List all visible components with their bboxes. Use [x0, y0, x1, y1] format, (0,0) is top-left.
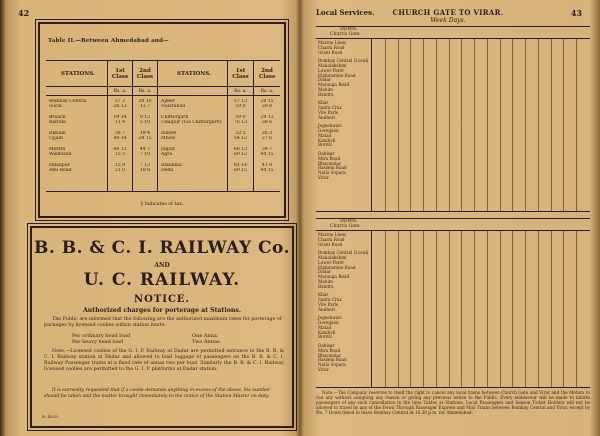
station-name: Mahim	[318, 278, 333, 284]
column-rule	[563, 231, 564, 387]
fare-amount: 38 7	[114, 131, 126, 136]
fare-amount: 57 13	[233, 99, 248, 104]
fare-amount: 13 7	[139, 104, 151, 110]
fare-table-body	[46, 96, 280, 192]
column-rule	[398, 231, 399, 387]
fare-station: Ratlam	[49, 131, 66, 136]
fare-column	[46, 96, 108, 192]
fare-group	[254, 99, 280, 109]
fare-station: Delhi	[161, 168, 174, 174]
fare-amount: 19 4	[139, 131, 151, 136]
fare-group	[161, 163, 227, 173]
fare-column	[108, 96, 133, 192]
station-name: Nalla Sopara	[318, 170, 346, 175]
fare-group	[228, 131, 253, 141]
fare-table-box	[38, 22, 286, 218]
station-name: Marine Lines	[318, 232, 347, 237]
fare-station: Chittorgarh	[161, 115, 189, 120]
fare-group	[254, 131, 280, 141]
fare-group	[254, 163, 280, 173]
fare-group	[49, 131, 107, 141]
unit-cell	[46, 87, 108, 95]
column-rule	[538, 39, 539, 211]
fare-amount: 11 4	[114, 120, 126, 126]
fare-station: Udaipur (Via Chittorgarh)	[161, 120, 222, 126]
fare-station: Ajmer	[161, 99, 176, 104]
fare-station: Agra	[161, 152, 173, 158]
fare-amount: 88 13	[113, 147, 127, 152]
station-name: Khar	[318, 292, 329, 298]
column-rule	[563, 39, 564, 211]
fare-group	[49, 147, 107, 157]
station-name: Khar	[318, 100, 329, 106]
fare-amount: 27 6	[261, 136, 273, 142]
fare-station: Abu Road	[49, 168, 72, 174]
station-name: Grant Road	[318, 49, 343, 55]
fare-amount: 10 8	[139, 168, 151, 174]
station-name: Santa Cruz	[318, 297, 342, 302]
station-name: Malad	[318, 132, 332, 138]
fare-amount: 59 0	[235, 115, 246, 120]
station-name: Matunga Road	[318, 274, 350, 279]
header-first-class-right: 1st Class	[228, 61, 254, 86]
station-name: Bombay Central (Local)	[318, 250, 369, 256]
timetable-footnote: Note.—The Company reserves to itself the right to cancel any local trains between Church Gate and Virar and the Motors to run any without assigning any reason or giving any previous notice to the Public. Every endeavour will be made to inform passengers of any such cancellation in the time Tables at Stations. Local Passengers and Season Ticket Holders will not be allowed to travel by any of the Down Through Passenger Express and Mail Trains between Bombay Central and Virar, except by No. 7 Down timed to leave Bombay Central at 10.30 p.m. for Ahmedabad.	[316, 390, 590, 415]
fare-amount: 52 5	[235, 131, 246, 136]
station-name: Virar	[318, 174, 329, 180]
column-rule	[576, 231, 577, 387]
column-rule	[500, 231, 501, 387]
direction-label: DOWN.	[340, 219, 358, 224]
station-name: Bombay Central (Local)	[318, 58, 369, 64]
fare-station: Bandikui	[161, 163, 182, 168]
fare-amount: 89 12	[233, 152, 248, 158]
column-rule	[500, 39, 501, 211]
station-name: Elphinstone Road	[318, 264, 356, 270]
fare-table-header	[46, 61, 280, 87]
station-name: Nalla Sopara	[318, 362, 346, 367]
fare-amount: 41 8	[261, 163, 273, 168]
fare-amount: 44 15	[260, 152, 274, 158]
station-name: Borivli	[318, 334, 332, 340]
notice-heading: NOTICE.	[133, 294, 191, 305]
station-name: Kandivli	[318, 137, 336, 143]
fare-group	[49, 115, 107, 125]
station-name: Lower Parel	[318, 67, 344, 73]
notice-company-2: U. C. RAILWAY.	[83, 270, 241, 290]
fare-group	[108, 99, 132, 109]
station-name: Dahisar	[318, 151, 335, 156]
fare-amount: 26 3	[261, 131, 273, 136]
fare-table-units	[46, 87, 280, 96]
station-name: Vile Parle	[318, 109, 339, 115]
notice-note: Note.—Licensed coolies of the G. I. P. Railway at Dadar are permitted entrance to the B. B. & C. I. Railway station at Dadar and allowed to load luggage of passengers on the B. B. & C. I. Railway Passenger trains at a fixed rate of annas two per load. Similarly the B. B. & C. I. Railway licensed coolies are permitted to the G. I. P. platforms at Dadar station.	[44, 349, 284, 372]
fare-amount: 59 0	[235, 104, 246, 110]
column-rule	[423, 39, 424, 211]
column-rule	[436, 231, 437, 387]
fare-amount: 29 8	[261, 104, 273, 110]
station-name: Bassein Road	[318, 357, 347, 363]
notice-code: B. 4025.	[42, 414, 59, 419]
fare-group	[108, 147, 132, 157]
station-name: Jogeshwari	[318, 315, 342, 321]
header-stations-left: STATIONS.	[46, 61, 108, 86]
column-rule	[410, 39, 411, 211]
column-rule	[423, 231, 424, 387]
timetable-body	[316, 39, 590, 211]
fare-column	[254, 96, 280, 192]
fare-amount: 28 10	[138, 99, 152, 104]
fare-station: Broach	[49, 115, 66, 120]
column-rule	[385, 231, 386, 387]
fare-amount: 44 7	[139, 147, 151, 152]
station-name: Elphinstone Road	[318, 72, 356, 78]
fare-group	[228, 147, 253, 157]
station-name: Mira Road	[318, 347, 341, 353]
fare-group	[133, 99, 157, 109]
column-rule	[512, 39, 513, 211]
station-name: Dadar	[318, 77, 332, 83]
station-name: Kandivli	[318, 329, 336, 335]
left-page	[6, 0, 298, 436]
fare-station: Wadhwan	[49, 152, 72, 158]
station-name: Goregaon	[318, 320, 339, 325]
rate-label: Per heavy head load	[72, 339, 124, 346]
fare-group	[228, 99, 253, 109]
station-name: Virar	[318, 366, 329, 372]
fare-group	[108, 163, 132, 173]
fare-column	[133, 96, 158, 192]
station-name: Vile Parle	[318, 301, 339, 307]
fare-group	[108, 131, 132, 141]
fare-amount: 7 10	[139, 152, 151, 158]
notice-request: It is earnestly requested that if a coolie demands anything in excess of the above, his number should be taken and the matter brought immediately to the notice of the Station Master on duty.	[44, 388, 271, 399]
fare-amount: 44 15	[260, 168, 274, 174]
origin-station: Church Gate	[330, 32, 360, 37]
column-rule	[551, 39, 552, 211]
fare-amount: 38 6	[261, 120, 273, 126]
timetable-upper	[316, 26, 590, 212]
notice-company: B. B. & C. I. RAILWAY Co.	[34, 238, 290, 258]
fare-station: Ujjain	[49, 136, 63, 142]
unit-cell	[158, 87, 228, 95]
fare-amount: 49 14	[113, 136, 127, 142]
column-rule	[461, 231, 462, 387]
station-name: Mahalakshmi	[318, 63, 347, 68]
fare-station: Indore	[161, 131, 177, 136]
fare-table	[46, 60, 280, 192]
right-page	[302, 0, 594, 436]
notice-and: AND	[154, 262, 170, 269]
header-second-class-left: 2nd Class	[133, 61, 158, 86]
rate-value: Two Annas.	[192, 339, 222, 346]
station-name: Andheri	[318, 114, 335, 120]
fare-amount: 76 13	[233, 120, 248, 126]
station-name: Bhayandar	[318, 352, 342, 358]
fare-column	[228, 96, 254, 192]
timetable-header	[316, 219, 590, 231]
unit-cell: Rs. a.	[108, 87, 133, 95]
column-rule	[525, 231, 526, 387]
fare-amount: 15 5	[114, 152, 126, 158]
unit-cell: Rs. a.	[260, 88, 274, 94]
station-name: Marine Lines	[318, 40, 347, 45]
column-rule	[436, 39, 437, 211]
column-rule	[512, 231, 513, 387]
rate-label: Per ordinary head load	[72, 333, 131, 339]
fare-table-title: Table II.—Between Ahmedabad and—	[48, 38, 169, 44]
station-name: Mahalakshmi	[318, 255, 347, 260]
fare-amount: 68 13	[233, 147, 248, 152]
station-name: Bassein Road	[318, 165, 347, 171]
column-rule	[474, 231, 475, 387]
station-column	[316, 39, 372, 211]
times-grid	[372, 231, 590, 387]
station-name: Malad	[318, 324, 332, 330]
column-rule	[487, 39, 488, 211]
fare-group	[133, 163, 157, 173]
fare-station: Baroda	[49, 120, 66, 126]
fare-amount: 81 14	[233, 163, 248, 168]
fare-amount: 89 15	[233, 168, 248, 174]
fare-column	[158, 96, 228, 192]
fare-amount: 57 2	[114, 99, 126, 104]
station-name: Mahim	[318, 86, 333, 92]
station-name: Bandra	[318, 91, 334, 97]
fare-station: Nasirabad	[161, 104, 186, 110]
fare-amount: 54 12	[233, 136, 248, 142]
fare-station: Mhow	[161, 136, 176, 142]
fare-amount: 24 15	[138, 136, 152, 142]
unit-cell: Rs. a.	[133, 87, 158, 95]
fare-station: Muttra	[49, 147, 66, 152]
header-second-class-right: 2nd Class	[258, 67, 276, 80]
column-rule	[461, 39, 462, 211]
fare-station: Jaipur	[161, 147, 176, 152]
fare-amount: 29 12	[260, 115, 274, 120]
column-rule	[410, 231, 411, 387]
section-label: Local Services.	[316, 8, 375, 17]
fare-amount: 19 14	[113, 115, 127, 120]
porterage-notice	[30, 226, 294, 428]
notice-paragraph: The Public are informed that the following are the authorized maximum rates for porterage of packages by licensed coolies within station limits:	[44, 317, 282, 328]
fare-group	[254, 115, 280, 125]
station-name: Mira Road	[318, 155, 341, 161]
column-rule	[576, 39, 577, 211]
fare-amount: 21 0	[114, 168, 126, 174]
page-number-left: 42	[18, 8, 30, 18]
fare-station: Surat	[49, 104, 62, 110]
station-name: Dadar	[318, 269, 332, 275]
fare-group	[161, 99, 227, 109]
page-number-right: 43	[570, 8, 582, 18]
station-name: Bandra	[318, 283, 334, 289]
fare-amount: 28 15	[260, 99, 274, 104]
direction-label: DOWN.	[340, 27, 358, 32]
station-name: Lower Parel	[318, 259, 344, 265]
times-grid	[372, 39, 590, 211]
fare-station: Palanpur	[49, 163, 70, 168]
fare-amount: 26 13	[113, 104, 127, 110]
station-name: Andheri	[318, 306, 335, 312]
timetable-title: CHURCH GATE TO VIRAR.	[392, 8, 504, 17]
fare-group	[49, 99, 107, 109]
station-name: Grant Road	[318, 241, 343, 247]
fare-group	[133, 115, 157, 125]
fare-group	[228, 163, 253, 173]
column-rule	[474, 39, 475, 211]
column-rule	[449, 231, 450, 387]
station-name: Charni Road	[318, 44, 345, 50]
station-column	[316, 231, 372, 387]
origin-station: Church Gate	[330, 224, 360, 229]
timetable-body	[316, 231, 590, 387]
fare-group	[49, 163, 107, 173]
station-name: Borivli	[318, 142, 332, 148]
header-first-class-left: 1st Class	[108, 61, 133, 86]
fare-amount: 7 13	[139, 163, 151, 168]
column-rule	[525, 39, 526, 211]
fare-group	[161, 147, 227, 157]
fare-station: Bombay Central	[49, 99, 87, 104]
fare-group	[161, 131, 227, 141]
rate-row	[72, 339, 252, 345]
rate-value: One Anna.	[192, 333, 219, 339]
fare-amount: 5 10	[139, 120, 151, 126]
station-name: Bhayandar	[318, 160, 342, 166]
station-name: Matunga Road	[318, 82, 350, 87]
fare-table-note: § Indicates of tax.	[140, 202, 184, 207]
unit-cell: Rs. a.	[228, 87, 254, 95]
fare-group	[133, 131, 157, 141]
station-name: Goregaon	[318, 128, 339, 133]
timetable-subtitle: Week Days.	[430, 17, 466, 24]
column-rule	[385, 39, 386, 211]
station-name: Jogeshwari	[318, 123, 342, 129]
notice-rates	[72, 333, 252, 345]
fare-group	[133, 147, 157, 157]
fare-group	[108, 115, 132, 125]
fare-amount: 9 15	[139, 115, 151, 120]
timetable-lower	[316, 218, 590, 388]
timetable-header	[316, 27, 590, 39]
column-rule	[449, 39, 450, 211]
fare-amount: 15 9	[114, 163, 126, 168]
station-name: Dahisar	[318, 343, 335, 348]
fare-group	[254, 147, 280, 157]
header-stations-right: STATIONS.	[158, 61, 228, 86]
column-rule	[487, 231, 488, 387]
station-name: Charni Road	[318, 236, 345, 242]
fare-amount: 34 7	[261, 147, 273, 152]
column-rule	[398, 39, 399, 211]
fare-group	[228, 115, 253, 125]
notice-subheading: Authorized charges for porterage at Stations.	[83, 307, 241, 314]
station-name: Santa Cruz	[318, 105, 342, 110]
fare-group	[161, 115, 227, 125]
column-rule	[551, 231, 552, 387]
column-rule	[538, 231, 539, 387]
